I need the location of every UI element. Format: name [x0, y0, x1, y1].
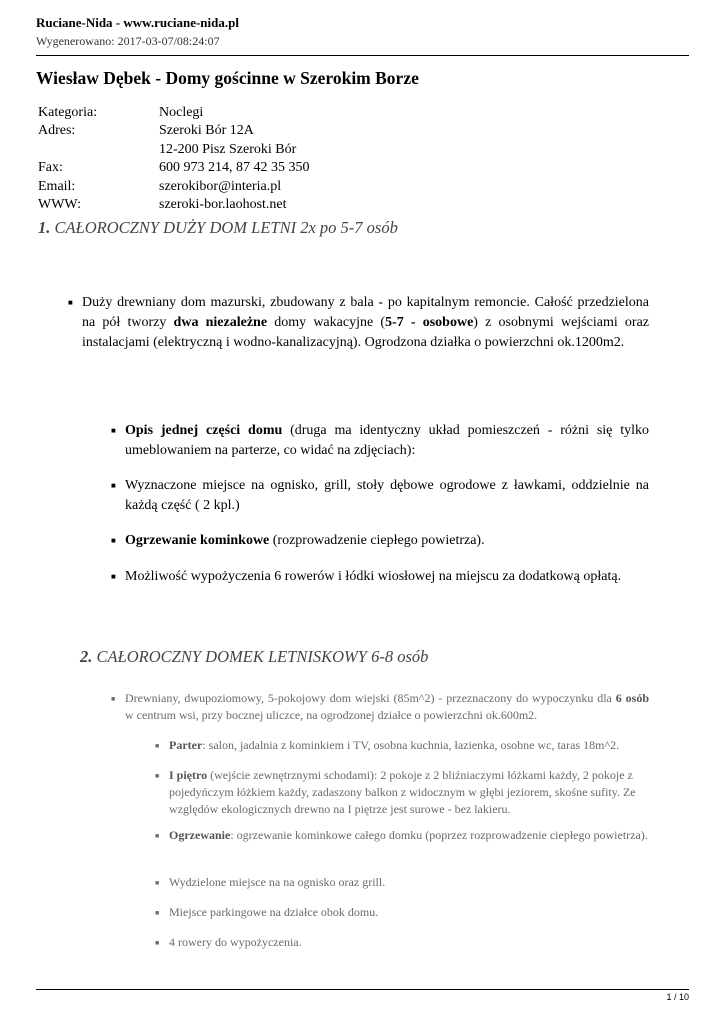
text-bold: Parter: [169, 738, 203, 752]
header-rule: [36, 55, 689, 56]
section2-title: CAŁOROCZNY DOMEK LETNISKOWY 6-8 osób: [96, 647, 429, 666]
text-bold: Opis jednej części domu: [125, 423, 283, 438]
list-item: [111, 476, 649, 516]
category-value: Noclegi: [159, 105, 204, 120]
text: : ogrzewanie kominkowe całego domku (poprzez rozprowadzenie ciepłego powietrza).: [230, 828, 648, 842]
site-header: Ruciane-Nida - www.ruciane-nida.pl: [36, 15, 239, 30]
info-row-address2: [38, 141, 310, 159]
info-row-email: [38, 178, 310, 196]
info-row-category: [38, 104, 310, 122]
text-bold: Ogrzewanie: [169, 828, 231, 842]
text: domy wakacyjne (: [267, 315, 386, 330]
section2-number: 2.: [80, 647, 93, 666]
text-bold: 5-7 - osobowe: [385, 315, 474, 330]
text-bold: Ogrzewanie kominkowe: [125, 533, 270, 548]
list-item: [155, 827, 649, 844]
bullet-square-icon: ■: [111, 695, 116, 703]
bullet-square-icon: ■: [155, 909, 160, 917]
address-line2: 12-200 Pisz Szeroki Bór: [159, 141, 297, 157]
category-label: Kategoria:: [38, 105, 98, 120]
text: Drewniany, dwupoziomowy, 5-pokojowy dom wiejski (85m^2) - przeznaczony do wypoczynku dla: [125, 691, 616, 705]
footer-rule: [36, 989, 689, 990]
list-item: [155, 934, 649, 951]
text: Miejsce parkingowe na działce obok domu.: [169, 905, 379, 919]
text: Wydzielone miejsce na na ognisko oraz grill.: [169, 875, 386, 889]
text: ) z osobnymi wejściami oraz instalacjami (elektryczną i wodno-kanalizacyjną). Ogrodzona działka o powierzchni ok.1200m2.: [82, 315, 649, 350]
info-row-fax: [38, 159, 310, 177]
address-label: Adres:: [38, 123, 76, 139]
address-line1: Szeroki Bór 12A: [159, 123, 254, 139]
text: Możliwość wypożyczenia 6 rowerów i łódki wiosłowej na miejscu za dodatkową opłatą.: [125, 569, 622, 584]
text-bold: 6 osób: [615, 691, 649, 705]
text: Wyznaczone miejsce na ognisko, grill, stoły dębowe ogrodowe z ławkami, oddzielnie na każdą część ( 2 kpl.): [125, 478, 649, 513]
page-title: Wiesław Dębek - Domy gościnne w Szerokim Borze: [36, 68, 419, 88]
text: Duży drewniany dom mazurski, zbudowany z bala - po kapitalnym remoncie. Całość przedzielona na pół tworzy: [82, 295, 649, 330]
section1-description: [68, 293, 649, 353]
list-item: [111, 531, 649, 551]
bullet-square-icon: ■: [111, 536, 116, 545]
info-row-www: [38, 196, 310, 214]
text: w centrum wsi, przy bocznej uliczce, na ogrodzonej działce o powierzchni ok.600m2.: [125, 708, 538, 722]
www-link[interactable]: szeroki-bor.laohost.net: [159, 197, 287, 213]
text: (rozprowadzenie ciepłego powietrza).: [269, 533, 485, 548]
page-number: 1 / 10: [666, 992, 689, 1002]
list-item: [155, 767, 649, 818]
info-table: [38, 104, 310, 214]
bullet-square-icon: ■: [68, 298, 73, 307]
section1-heading: [38, 218, 398, 238]
text: : salon, jadalnia z kominkiem i TV, osobna kuchnia, łazienka, osobne wc, taras 18m^2.: [202, 738, 620, 752]
fax-value: 600 973 214, 87 42 35 350: [159, 160, 310, 176]
bullet-square-icon: ■: [155, 772, 160, 780]
list-item: [111, 421, 649, 461]
address-spacer: [38, 141, 159, 159]
text-bold: dwa niezależne: [173, 315, 268, 330]
bullet-square-icon: ■: [111, 481, 116, 490]
bullet-square-icon: ■: [155, 742, 160, 750]
info-row-address: [38, 122, 310, 140]
list-item: [155, 737, 649, 754]
bullet-square-icon: ■: [111, 572, 116, 581]
section2-heading: [80, 647, 428, 667]
text: 4 rowery do wypożyczenia.: [169, 935, 302, 949]
bullet-square-icon: ■: [155, 879, 160, 887]
list-item: [155, 904, 649, 921]
text: (wejście zewnętrznymi schodami): 2 pokoje z 2 bliźniaczymi łóżkami każdy, 2 pokoje z pojedyńczym łóżkiem każdy, zadaszony balkon z widocznym w głębi jeziorem, skośne sufity. Ze względów ekologicznych drewno na I piętrze jest surowe - bez lakieru.: [169, 768, 636, 816]
text-bold: I piętro: [169, 768, 208, 782]
generated-date: Wygenerowano: 2017-03-07/08:24:07: [36, 34, 220, 48]
fax-label: Fax:: [38, 160, 63, 176]
text: (druga ma identyczny układ pomieszczeń - różni się tylko umeblowaniem na parterze, co widać na zdjęciach):: [125, 423, 649, 458]
bullet-square-icon: ■: [155, 939, 160, 947]
email-label: Email:: [38, 178, 76, 194]
section1-number: 1.: [38, 218, 51, 237]
list-item: [111, 567, 655, 587]
www-label: WWW:: [38, 197, 82, 213]
email-link[interactable]: szerokibor@interia.pl: [159, 178, 282, 194]
section1-title: CAŁOROCZNY DUŻY DOM LETNI 2x po 5-7 osób: [54, 218, 398, 237]
list-item: [155, 874, 649, 891]
section2-description: [111, 690, 649, 724]
bullet-square-icon: ■: [155, 832, 160, 840]
bullet-square-icon: ■: [111, 426, 116, 435]
